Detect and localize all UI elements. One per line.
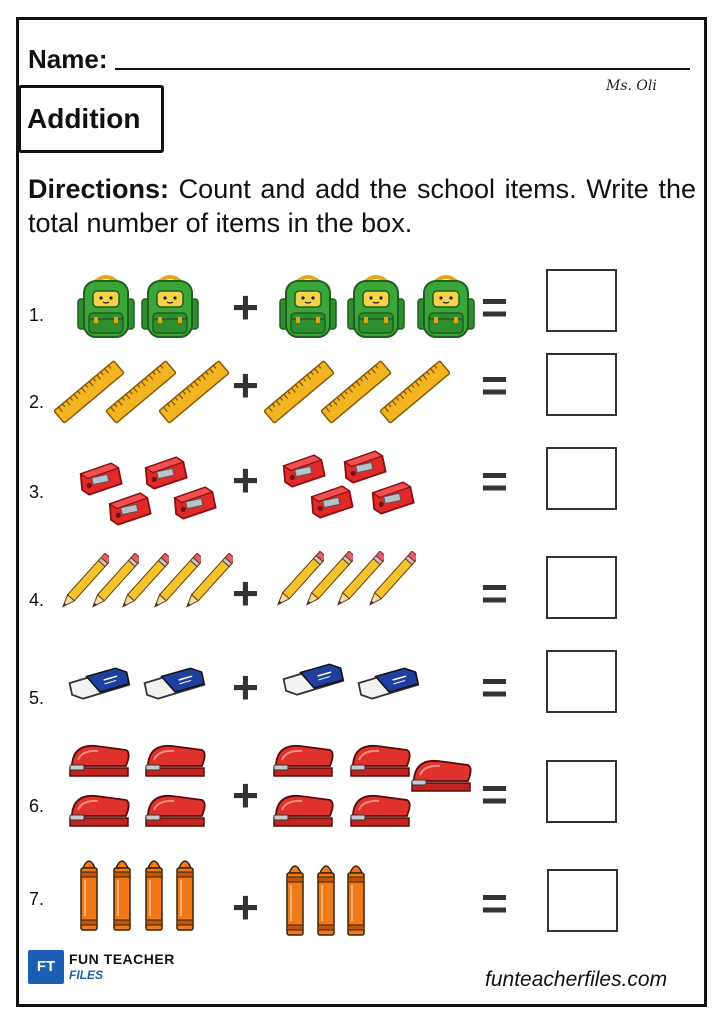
equals-sign: = <box>481 768 508 820</box>
answer-box-6[interactable] <box>546 760 617 823</box>
plus-sign: + <box>232 359 259 411</box>
sharpener-icon <box>170 484 218 520</box>
author-signature: Ms. Oli <box>606 78 657 94</box>
equals-sign: = <box>481 359 508 411</box>
eraser-icon <box>141 661 207 703</box>
website-url: funteacherfiles.com <box>485 968 668 991</box>
equals-sign: = <box>481 567 508 619</box>
backpack-icon <box>278 271 338 341</box>
crayon-icon <box>142 854 166 932</box>
directions-lead: Directions: <box>28 174 170 204</box>
sharpener-icon <box>368 479 416 515</box>
stapler-icon <box>347 738 413 780</box>
ruler-icon <box>378 357 452 427</box>
plus-sign: + <box>232 567 259 619</box>
pencil-icon <box>366 551 416 613</box>
equals-sign: = <box>481 661 508 713</box>
answer-box-7[interactable] <box>547 869 618 932</box>
problem-7-number: 7. <box>29 889 45 909</box>
stapler-icon <box>270 788 336 830</box>
eraser-icon <box>355 661 421 703</box>
problem-1-number: 1. <box>29 305 45 325</box>
problem-4-number: 4. <box>29 590 45 610</box>
name-label: Name: <box>28 44 108 74</box>
backpack-icon <box>346 271 406 341</box>
stapler-icon <box>66 788 132 830</box>
stapler-icon <box>408 753 474 795</box>
stapler-icon <box>270 738 336 780</box>
eraser-icon <box>66 661 132 703</box>
plus-sign: + <box>232 661 259 713</box>
name-write-line[interactable] <box>115 68 690 70</box>
plus-sign: + <box>232 769 259 821</box>
problem-5-number: 5. <box>29 688 45 708</box>
ruler-icon <box>157 357 231 427</box>
crayon-icon <box>314 859 338 937</box>
crayon-icon <box>344 859 368 937</box>
answer-box-2[interactable] <box>546 353 617 416</box>
directions <box>28 172 696 240</box>
plus-sign: + <box>232 881 259 933</box>
sharpener-icon <box>105 490 153 526</box>
answer-box-4[interactable] <box>546 556 617 619</box>
brand-name-line1: FUN TEACHER <box>69 951 175 967</box>
crayon-icon <box>283 859 307 937</box>
brand-logo: FT <box>28 950 64 984</box>
equals-sign: = <box>481 281 508 333</box>
directions-text: Count and add the school items. Write the total number of items in the box. <box>28 174 696 238</box>
brand-name-line2: FILES <box>69 968 104 982</box>
pencil-icon <box>183 553 233 615</box>
eraser-icon <box>280 657 346 699</box>
backpack-icon <box>140 271 200 341</box>
stapler-icon <box>347 788 413 830</box>
crayon-icon <box>77 854 101 932</box>
problem-3-number: 3. <box>29 482 45 502</box>
plus-sign: + <box>232 454 259 506</box>
problem-2-number: 2. <box>29 392 45 412</box>
plus-sign: + <box>232 281 259 333</box>
stapler-icon <box>142 788 208 830</box>
backpack-icon <box>76 271 136 341</box>
backpack-icon <box>416 271 476 341</box>
topic-title: Addition <box>27 103 141 134</box>
stapler-icon <box>66 738 132 780</box>
equals-sign: = <box>481 877 508 929</box>
problem-6-number: 6. <box>29 796 45 816</box>
equals-sign: = <box>481 455 508 507</box>
crayon-icon <box>173 854 197 932</box>
sharpener-icon <box>307 483 355 519</box>
answer-box-1[interactable] <box>546 269 617 332</box>
crayon-icon <box>110 854 134 932</box>
answer-box-5[interactable] <box>546 650 617 713</box>
stapler-icon <box>142 738 208 780</box>
answer-box-3[interactable] <box>546 447 617 510</box>
